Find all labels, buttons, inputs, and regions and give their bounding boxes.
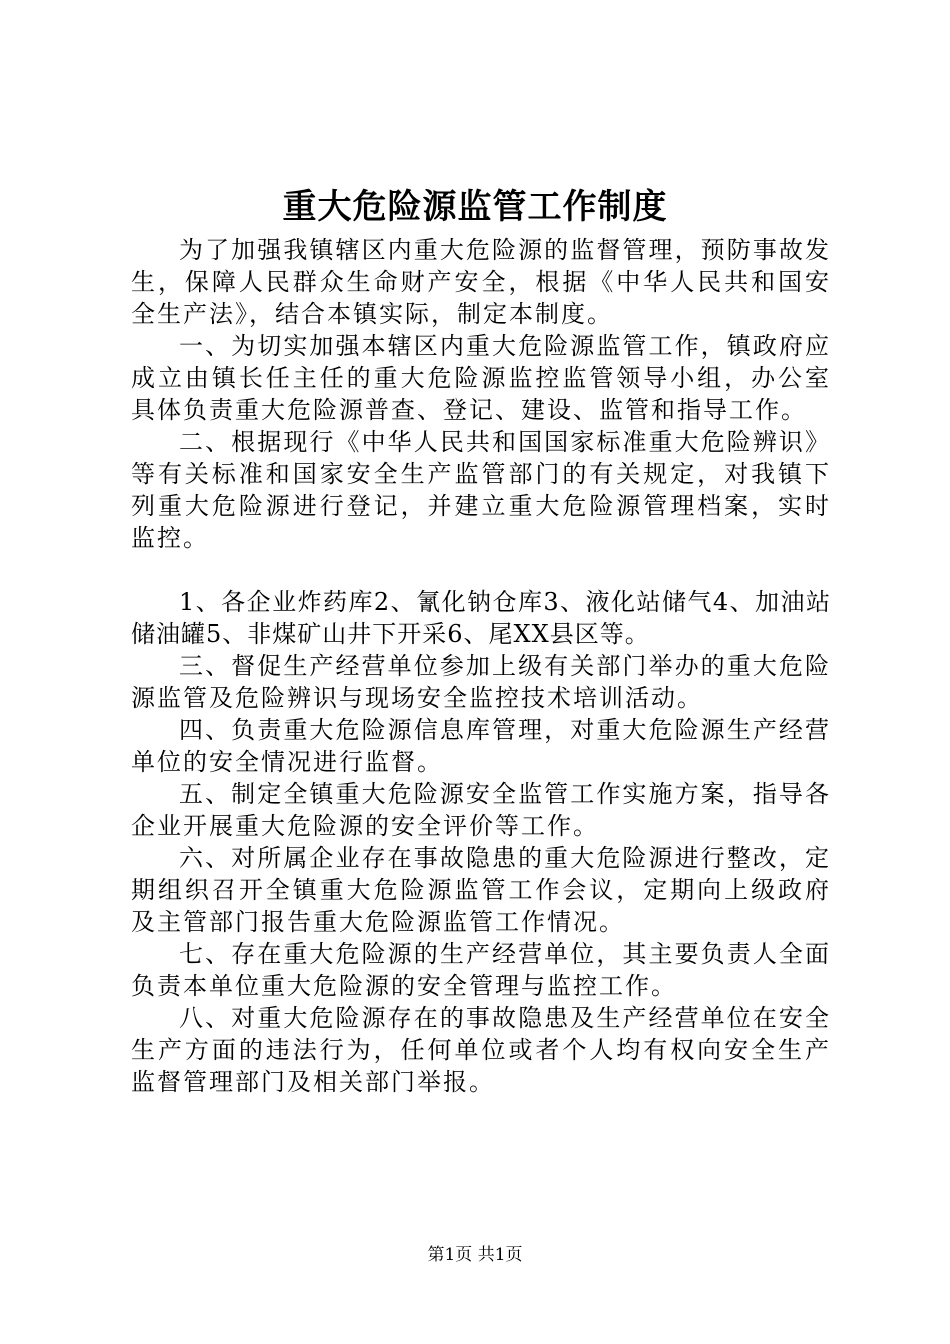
paragraph-3: 三、督促生产经营单位参加上级有关部门举办的重大危险源监管及危险辨识与现场安全监控技术培训活动。 [131, 652, 831, 712]
paragraph-7: 七、存在重大危险源的生产经营单位，其主要负责人全面负责本单位重大危险源的安全管理与监控工作。 [131, 940, 831, 1000]
paragraph-intro: 为了加强我镇辖区内重大危险源的监督管理，预防事故发生，保障人民群众生命财产安全，根据《中华人民共和国安全生产法》，结合本镇实际，制定本制度。 [131, 236, 831, 328]
page-footer: 第1页 共1页 [427, 1245, 523, 1265]
document-title: 重大危险源监管工作制度 [282, 187, 668, 227]
paragraph-6: 六、对所属企业存在事故隐患的重大危险源进行整改，定期组织召开全镇重大危险源监管工作会议，定期向上级政府及主管部门报告重大危险源监管工作情况。 [131, 844, 831, 936]
document-body [131, 234, 831, 1098]
paragraph-1: 一、为切实加强本辖区内重大危险源监管工作，镇政府应成立由镇长任主任的重大危险源监控监管领导小组，办公室具体负责重大危险源普查、登记、建设、监管和指导工作。 [131, 332, 831, 424]
paragraph-2: 二、根据现行《中华人民共和国国家标准重大危险辨识》等有关标准和国家安全生产监管部门的有关规定，对我镇下列重大危险源进行登记，并建立重大危险源管理档案，实时监控。 [131, 428, 831, 552]
paragraph-4: 四、负责重大危险源信息库管理，对重大危险源生产经营单位的安全情况进行监督。 [131, 716, 831, 776]
paragraph-8: 八、对重大危险源存在的事故隐患及生产经营单位在安全生产方面的违法行为，任何单位或者个人均有权向安全生产监督管理部门及相关部门举报。 [131, 1004, 831, 1096]
paragraph-hazard-list: 1、各企业炸药库2、氰化钠仓库3、液化站储气4、加油站储油罐5、非煤矿山井下开采6、尾XX县区等。 [131, 588, 831, 648]
paragraph-5: 五、制定全镇重大危险源安全监管工作实施方案，指导各企业开展重大危险源的安全评价等工作。 [131, 780, 831, 840]
